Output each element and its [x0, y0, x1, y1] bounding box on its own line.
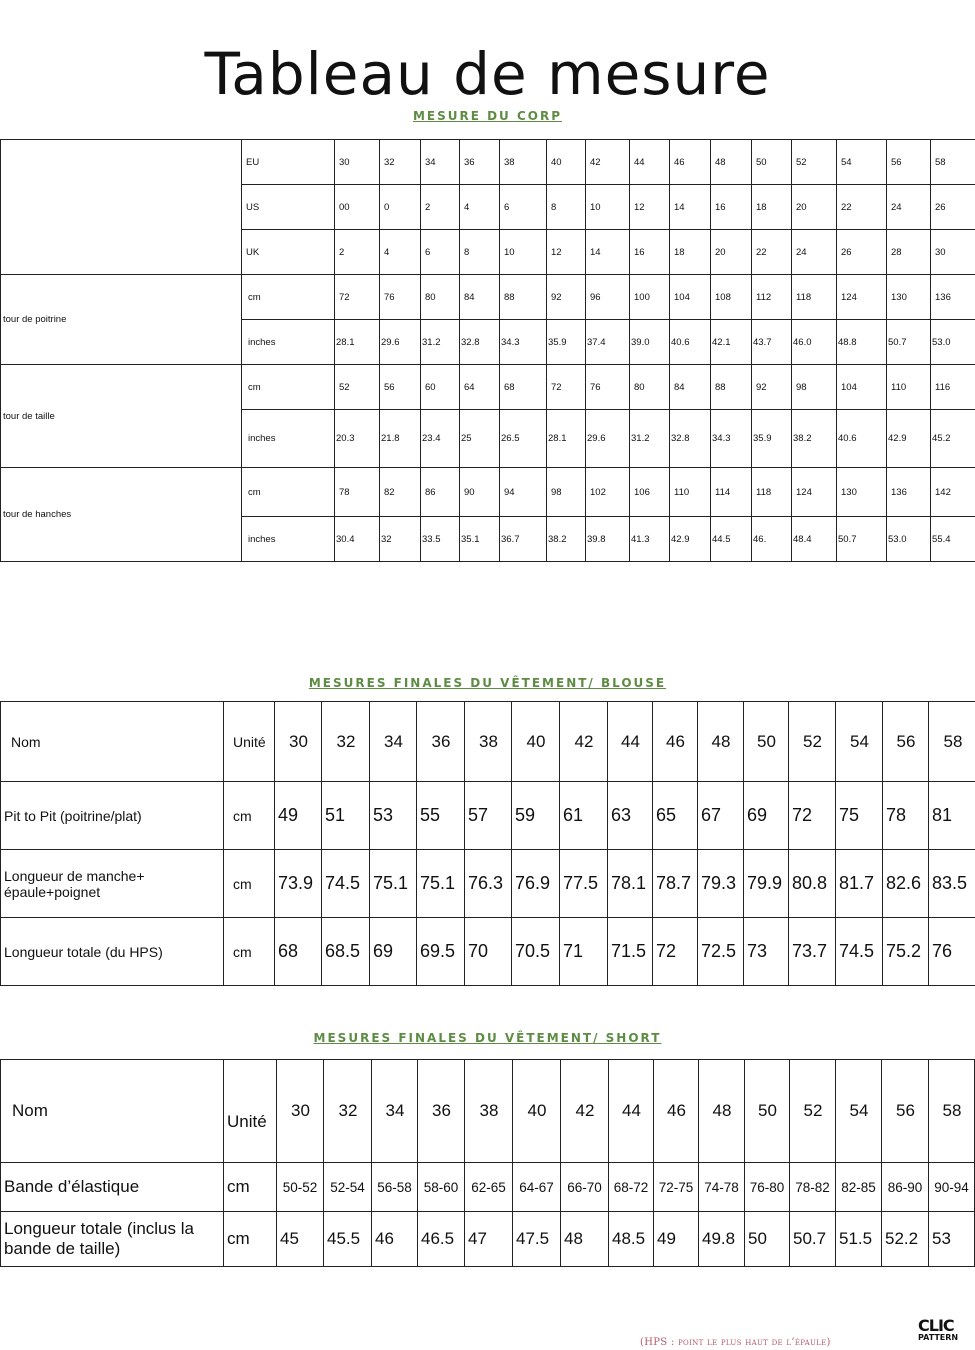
short-row — [1, 1163, 975, 1212]
value-cell: 50 — [745, 1212, 790, 1267]
size-cell: 20 — [711, 230, 752, 275]
cm-value: 106 — [630, 468, 670, 517]
value-cell: 86-90 — [882, 1163, 929, 1212]
size-cell: 8 — [460, 230, 500, 275]
inch-value: 29.6 — [380, 320, 421, 365]
value-cell: 76.3 — [465, 850, 512, 918]
size-header: 40 — [512, 702, 560, 782]
value-cell: 68-72 — [609, 1163, 654, 1212]
value-cell: 46 — [372, 1212, 418, 1267]
value-cell: 71 — [560, 918, 608, 986]
size-cell: 16 — [630, 230, 670, 275]
inch-value: 31.2 — [421, 320, 460, 365]
value-cell: 72.5 — [698, 918, 744, 986]
inch-value: 46.0 — [792, 320, 837, 365]
value-cell: 62-65 — [465, 1163, 513, 1212]
value-cell: 73.7 — [789, 918, 836, 986]
hps-footnote: (HPS : point le plus haut de l’épaule) — [640, 1337, 831, 1348]
size-cell: 0 — [380, 185, 421, 230]
inch-value: 46. — [752, 517, 792, 562]
row-unit: cm — [224, 782, 275, 850]
value-cell: 73 — [744, 918, 789, 986]
cm-value: 130 — [887, 275, 931, 320]
inch-value: 48.8 — [837, 320, 887, 365]
size-cell: 22 — [837, 185, 887, 230]
value-cell: 80.8 — [789, 850, 836, 918]
inch-value: 42.1 — [711, 320, 752, 365]
cm-value: 88 — [500, 275, 547, 320]
size-header: 36 — [417, 702, 465, 782]
inch-value: 21.8 — [380, 410, 421, 468]
cm-value: 92 — [547, 275, 586, 320]
size-cell: 10 — [586, 185, 630, 230]
value-cell: 78 — [883, 782, 929, 850]
row-unit: cm — [224, 1212, 277, 1267]
size-system-label: US — [242, 185, 335, 230]
cm-value: 124 — [792, 468, 837, 517]
cm-value: 100 — [630, 275, 670, 320]
size-header: 54 — [836, 1060, 882, 1163]
short-row — [1, 1212, 975, 1267]
size-header: 34 — [370, 702, 417, 782]
unit-label: cm — [242, 468, 335, 517]
blouse-row — [1, 918, 975, 986]
size-cell: 24 — [887, 185, 931, 230]
cm-value: 78 — [335, 468, 380, 517]
size-cell: 18 — [670, 230, 711, 275]
measure-label: tour de poitrine — [1, 275, 242, 365]
inch-value: 50.7 — [837, 517, 887, 562]
blank-cell — [1, 140, 242, 275]
value-cell: 82-85 — [836, 1163, 882, 1212]
inch-value: 34.3 — [711, 410, 752, 468]
size-cell: 18 — [752, 185, 792, 230]
value-cell: 45 — [277, 1212, 324, 1267]
cm-value: 60 — [421, 365, 460, 410]
size-cell: 20 — [792, 185, 837, 230]
blouse-table — [0, 701, 975, 986]
inch-value: 39.0 — [630, 320, 670, 365]
size-header: 56 — [883, 702, 929, 782]
cm-value: 136 — [887, 468, 931, 517]
inch-value: 45.2 — [931, 410, 975, 468]
logo-line-1: CLIC — [918, 1316, 954, 1335]
value-cell: 55 — [417, 782, 465, 850]
size-header: 44 — [609, 1060, 654, 1163]
value-cell: 81.7 — [836, 850, 883, 918]
inch-value: 55.4 — [931, 517, 975, 562]
body-measure-table — [0, 139, 975, 562]
value-cell: 74-78 — [699, 1163, 745, 1212]
inch-value: 38.2 — [792, 410, 837, 468]
inch-value: 28.1 — [547, 410, 586, 468]
value-cell: 75.2 — [883, 918, 929, 986]
value-cell: 71.5 — [608, 918, 653, 986]
size-cell: 48 — [711, 140, 752, 185]
value-cell: 48 — [561, 1212, 609, 1267]
cm-value: 104 — [670, 275, 711, 320]
size-cell: 4 — [460, 185, 500, 230]
cm-value: 118 — [792, 275, 837, 320]
inch-value: 32.8 — [670, 410, 711, 468]
cm-value: 52 — [335, 365, 380, 410]
cm-value: 82 — [380, 468, 421, 517]
cm-value: 68 — [500, 365, 547, 410]
value-cell: 74.5 — [322, 850, 370, 918]
size-cell: 56 — [887, 140, 931, 185]
name-header: Nom — [1, 702, 224, 782]
size-header: 58 — [929, 702, 975, 782]
size-cell: 36 — [460, 140, 500, 185]
size-cell: 16 — [711, 185, 752, 230]
blouse-row — [1, 850, 975, 918]
name-header: Nom — [1, 1060, 224, 1163]
cm-value: 94 — [500, 468, 547, 517]
cm-value: 86 — [421, 468, 460, 517]
size-cell: 30 — [931, 230, 975, 275]
measure-row-cm — [1, 468, 975, 517]
unit-header: Unité — [224, 702, 275, 782]
value-cell: 76.9 — [512, 850, 560, 918]
cm-value: 118 — [752, 468, 792, 517]
size-system-label: EU — [242, 140, 335, 185]
value-cell: 48.5 — [609, 1212, 654, 1267]
value-cell: 49 — [275, 782, 322, 850]
size-cell: 42 — [586, 140, 630, 185]
value-cell: 81 — [929, 782, 975, 850]
value-cell: 78-82 — [790, 1163, 836, 1212]
page-title: Tableau de mesure — [204, 40, 771, 108]
size-header: 30 — [277, 1060, 324, 1163]
inch-value: 35.1 — [460, 517, 500, 562]
inch-value: 50.7 — [887, 320, 931, 365]
inch-value: 53.0 — [887, 517, 931, 562]
cm-value: 136 — [931, 275, 975, 320]
size-header: 32 — [324, 1060, 372, 1163]
measure-row-cm — [1, 275, 975, 320]
size-cell: 12 — [630, 185, 670, 230]
short-table — [0, 1059, 975, 1267]
size-cell: 14 — [670, 185, 711, 230]
size-cell: 54 — [837, 140, 887, 185]
size-header: 50 — [745, 1060, 790, 1163]
inch-value: 23.4 — [421, 410, 460, 468]
cm-value: 96 — [586, 275, 630, 320]
size-header: 44 — [608, 702, 653, 782]
cm-value: 102 — [586, 468, 630, 517]
unit-label: cm — [242, 365, 335, 410]
size-header: 48 — [699, 1060, 745, 1163]
value-cell: 45.5 — [324, 1212, 372, 1267]
inch-value: 32.8 — [460, 320, 500, 365]
inch-value: 37.4 — [586, 320, 630, 365]
value-cell: 70.5 — [512, 918, 560, 986]
size-row-eu — [1, 140, 975, 185]
value-cell: 72 — [789, 782, 836, 850]
size-cell: 22 — [752, 230, 792, 275]
cm-value: 112 — [752, 275, 792, 320]
row-label: Longueur totale (inclus la bande de taille) — [1, 1212, 224, 1267]
size-cell: 30 — [335, 140, 380, 185]
value-cell: 70 — [465, 918, 512, 986]
cm-value: 76 — [586, 365, 630, 410]
inch-value: 26.5 — [500, 410, 547, 468]
size-cell: 46 — [670, 140, 711, 185]
value-cell: 53 — [929, 1212, 975, 1267]
short-heading: MESURES FINALES DU VÊTEMENT/ SHORT — [313, 1031, 662, 1045]
value-cell: 46.5 — [418, 1212, 465, 1267]
inch-value: 40.6 — [670, 320, 711, 365]
value-cell: 58-60 — [418, 1163, 465, 1212]
row-unit: cm — [224, 918, 275, 986]
value-cell: 69 — [744, 782, 789, 850]
cm-value: 92 — [752, 365, 792, 410]
inch-value: 30.4 — [335, 517, 380, 562]
size-header: 46 — [654, 1060, 699, 1163]
cm-value: 104 — [837, 365, 887, 410]
measure-label: tour de hanches — [1, 468, 242, 562]
cm-value: 110 — [887, 365, 931, 410]
value-cell: 68.5 — [322, 918, 370, 986]
value-cell: 69 — [370, 918, 417, 986]
value-cell: 90-94 — [929, 1163, 975, 1212]
size-header: 52 — [789, 702, 836, 782]
value-cell: 79.3 — [698, 850, 744, 918]
size-cell: 58 — [931, 140, 975, 185]
size-cell: 26 — [931, 185, 975, 230]
size-header: 58 — [929, 1060, 975, 1163]
size-cell: 8 — [547, 185, 586, 230]
value-cell: 75.1 — [370, 850, 417, 918]
inch-value: 41.3 — [630, 517, 670, 562]
cm-value: 88 — [711, 365, 752, 410]
size-cell: 24 — [792, 230, 837, 275]
value-cell: 72 — [653, 918, 698, 986]
inch-value: 36.7 — [500, 517, 547, 562]
inch-value: 35.9 — [752, 410, 792, 468]
clic-pattern-logo — [918, 1318, 968, 1342]
inch-value: 31.2 — [630, 410, 670, 468]
cm-value: 80 — [421, 275, 460, 320]
size-cell: 44 — [630, 140, 670, 185]
value-cell: 82.6 — [883, 850, 929, 918]
inch-value: 44.5 — [711, 517, 752, 562]
unit-label: inches — [242, 410, 335, 468]
value-cell: 49.8 — [699, 1212, 745, 1267]
value-cell: 59 — [512, 782, 560, 850]
size-header: 42 — [561, 1060, 609, 1163]
cm-value: 124 — [837, 275, 887, 320]
value-cell: 51 — [322, 782, 370, 850]
cm-value: 72 — [547, 365, 586, 410]
size-system-label: UK — [242, 230, 335, 275]
size-header: 50 — [744, 702, 789, 782]
cm-value: 84 — [460, 275, 500, 320]
cm-value: 108 — [711, 275, 752, 320]
cm-value: 98 — [547, 468, 586, 517]
size-header: 56 — [882, 1060, 929, 1163]
value-cell: 64-67 — [513, 1163, 561, 1212]
row-label: Pit to Pit (poitrine/plat) — [1, 782, 224, 850]
size-cell: 00 — [335, 185, 380, 230]
inch-value: 42.9 — [887, 410, 931, 468]
inch-value: 25 — [460, 410, 500, 468]
cm-value: 72 — [335, 275, 380, 320]
body-measure-heading: MESURE DU CORP — [412, 109, 563, 123]
value-cell: 56-58 — [372, 1163, 418, 1212]
size-header: 52 — [790, 1060, 836, 1163]
inch-value: 48.4 — [792, 517, 837, 562]
row-label: Longueur totale (du HPS) — [1, 918, 224, 986]
cm-value: 142 — [931, 468, 975, 517]
cm-value: 114 — [711, 468, 752, 517]
inch-value: 34.3 — [500, 320, 547, 365]
unit-label: cm — [242, 275, 335, 320]
inch-value: 28.1 — [335, 320, 380, 365]
size-header: 30 — [275, 702, 322, 782]
measure-row-cm — [1, 365, 975, 410]
row-unit: cm — [224, 1163, 277, 1212]
unit-header: Unité — [224, 1060, 277, 1163]
row-label: Longueur de manche+ épaule+poignet — [1, 850, 224, 918]
value-cell: 75 — [836, 782, 883, 850]
value-cell: 65 — [653, 782, 698, 850]
value-cell: 76-80 — [745, 1163, 790, 1212]
measure-label: tour de taille — [1, 365, 242, 468]
value-cell: 73.9 — [275, 850, 322, 918]
value-cell: 52-54 — [324, 1163, 372, 1212]
value-cell: 78.7 — [653, 850, 698, 918]
value-cell: 69.5 — [417, 918, 465, 986]
blouse-header-row — [1, 702, 975, 782]
inch-value: 32 — [380, 517, 421, 562]
cm-value: 110 — [670, 468, 711, 517]
inch-value: 33.5 — [421, 517, 460, 562]
size-header: 40 — [513, 1060, 561, 1163]
size-header: 42 — [560, 702, 608, 782]
value-cell: 52.2 — [882, 1212, 929, 1267]
inch-value: 35.9 — [547, 320, 586, 365]
inch-value: 53.0 — [931, 320, 975, 365]
size-cell: 2 — [421, 185, 460, 230]
value-cell: 50-52 — [277, 1163, 324, 1212]
row-unit: cm — [224, 850, 275, 918]
size-cell: 32 — [380, 140, 421, 185]
size-cell: 6 — [500, 185, 547, 230]
value-cell: 50.7 — [790, 1212, 836, 1267]
inch-value: 29.6 — [586, 410, 630, 468]
size-cell: 38 — [500, 140, 547, 185]
value-cell: 77.5 — [560, 850, 608, 918]
size-header: 46 — [653, 702, 698, 782]
inch-value: 38.2 — [547, 517, 586, 562]
unit-label: inches — [242, 320, 335, 365]
blouse-heading: MESURES FINALES DU VÊTEMENT/ BLOUSE — [308, 676, 667, 690]
size-cell: 14 — [586, 230, 630, 275]
value-cell: 78.1 — [608, 850, 653, 918]
size-header: 32 — [322, 702, 370, 782]
row-label: Bande d’élastique — [1, 1163, 224, 1212]
cm-value: 64 — [460, 365, 500, 410]
size-cell: 2 — [335, 230, 380, 275]
size-cell: 34 — [421, 140, 460, 185]
size-cell: 28 — [887, 230, 931, 275]
value-cell: 47.5 — [513, 1212, 561, 1267]
value-cell: 63 — [608, 782, 653, 850]
size-cell: 52 — [792, 140, 837, 185]
value-cell: 83.5 — [929, 850, 975, 918]
size-cell: 26 — [837, 230, 887, 275]
size-cell: 6 — [421, 230, 460, 275]
size-cell: 10 — [500, 230, 547, 275]
value-cell: 61 — [560, 782, 608, 850]
size-header: 38 — [465, 1060, 513, 1163]
value-cell: 47 — [465, 1212, 513, 1267]
cm-value: 130 — [837, 468, 887, 517]
unit-label: inches — [242, 517, 335, 562]
value-cell: 75.1 — [417, 850, 465, 918]
size-header: 54 — [836, 702, 883, 782]
cm-value: 80 — [630, 365, 670, 410]
value-cell: 68 — [275, 918, 322, 986]
size-header: 48 — [698, 702, 744, 782]
cm-value: 116 — [931, 365, 975, 410]
size-header: 36 — [418, 1060, 465, 1163]
short-header-row — [1, 1060, 975, 1163]
size-cell: 12 — [547, 230, 586, 275]
inch-value: 40.6 — [837, 410, 887, 468]
inch-value: 43.7 — [752, 320, 792, 365]
value-cell: 72-75 — [654, 1163, 699, 1212]
value-cell: 51.5 — [836, 1212, 882, 1267]
value-cell: 76 — [929, 918, 975, 986]
value-cell: 67 — [698, 782, 744, 850]
size-cell: 40 — [547, 140, 586, 185]
size-header: 38 — [465, 702, 512, 782]
value-cell: 74.5 — [836, 918, 883, 986]
cm-value: 90 — [460, 468, 500, 517]
size-cell: 4 — [380, 230, 421, 275]
blouse-row — [1, 782, 975, 850]
value-cell: 53 — [370, 782, 417, 850]
cm-value: 56 — [380, 365, 421, 410]
cm-value: 98 — [792, 365, 837, 410]
inch-value: 20.3 — [335, 410, 380, 468]
value-cell: 79.9 — [744, 850, 789, 918]
value-cell: 57 — [465, 782, 512, 850]
value-cell: 66-70 — [561, 1163, 609, 1212]
size-header: 34 — [372, 1060, 418, 1163]
inch-value: 42.9 — [670, 517, 711, 562]
size-cell: 50 — [752, 140, 792, 185]
logo-line-2: PATTERN — [918, 1333, 959, 1342]
inch-value: 39.8 — [586, 517, 630, 562]
value-cell: 49 — [654, 1212, 699, 1267]
cm-value: 76 — [380, 275, 421, 320]
cm-value: 84 — [670, 365, 711, 410]
